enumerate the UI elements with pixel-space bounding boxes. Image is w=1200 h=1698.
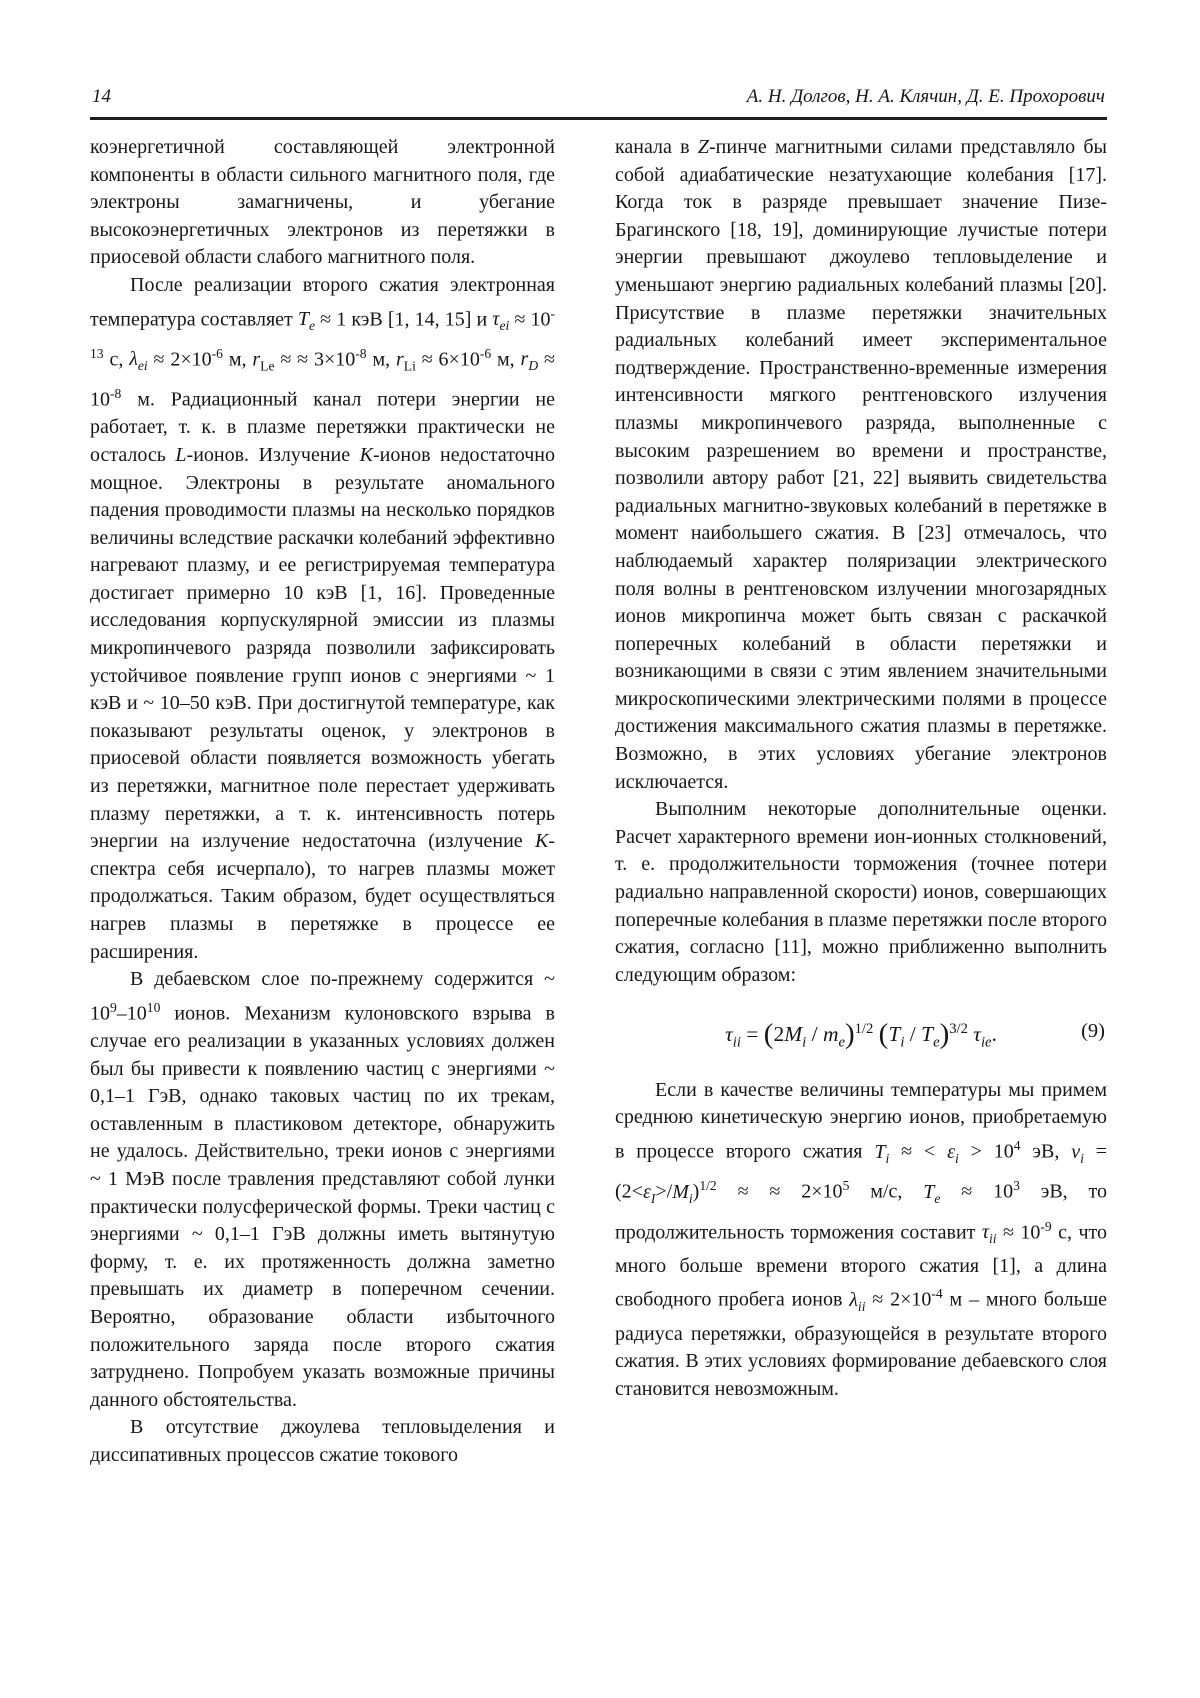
running-head-authors: А. Н. Долгов, Н. А. Клячин, Д. Е. Прохорович [746,86,1105,107]
paragraph: После реализации второго сжатия электронная температура составляет $T_e \approx 1$ кэВ [1, 14, 15] и $\tau_{ei} \approx 10^{-13}$ с, $\lambda_{ei} \approx 2\times 10^{-6}$ м, $r_{Le}$ ≈ ≈ $3\times 10^{-8}$ м, $r_{Li} \approx 6\times 10^{-6}$ м, $r_D \approx 10^{-8}$ м. Радиационный канал потери энергии не работает, т. к. в плазме перетяжки практически не осталось L-ионов. Излучение K-ионов недостаточно мощное. Электроны в результате аномального падения проводимости плазмы на несколько порядков величины вследствие раскачки колебаний эффективно нагревают плазму, и ее регистрируемая температура достигает примерно 10 кэВ [1, 16]. Проведенные исследования корпускулярной эмиссии из плазмы микропинчевого разряда позволили зафиксировать устойчивое появление групп ионов с энергиями ~ 1 кэВ и ~ 10–50 кэВ. При достигнутой температуре, как показывают результаты оценок, у электронов в приосевой области появляется возможность убегать из перетяжки, магнитное поле перестает удерживать плазму перетяжки, а т. к. интенсивность потерь энергии на излучение недостаточна (излучение K-спектра себя исчерпало), то нагрев плазмы может продолжаться. Таким образом, будет осуществляться нагрев плазмы в перетяжке в процессе ее расширения. [90,273,556,963]
two-column-text [90,134,1107,1470]
equation-9 [615,1013,1107,1056]
equation-number: (9) [1081,1020,1105,1043]
paragraph: канала в Z-пинче магнитными силами представляло бы собой адиабатические незатухающие колебания [17]. Когда ток в разряде превышает значение Пизе-Брагинского [18, 19], доминирующие лучистые потери энергии превышают джоулево тепловыделение и уменьшают энергию радиальных колебаний плазмы [20]. Присутствие в плазме перетяжки значительных радиальных колебаний имеет экспериментальное подтверждение. Пространственно-временные измерения интенсивности мягкого рентгеновского излучения плазмы микропинчевого разряда, выполненные с высоким разрешением во времени и пространстве, позволили автору работ [21, 22] выявить свидетельства радиальных магнитно-звуковых колебаний в перетяжке в момент наибольшего сжатия. В [23] отмечалось, что наблюдаемый характер поляризации электрического поля волны в рентгеновском излучении многозарядных ионов микропинча может быть связан с раскачкой поперечных колебаний в области перетяжки и возникающими в связи с этим явлением значительными микроскопическими электрическими полями в процессе достижения максимального сжатия плазмы в перетяжке. Возможно, в этих условиях убегание электронов исключается. [615,136,1107,793]
running-head [90,86,1107,108]
equation-body: $\tau_{ii} = (2M_i / m_e)^{1/2}$ $(T_i / T_e)^{3/2}$ $\tau_{ie}$. [725,1017,997,1050]
left-column [90,134,555,1470]
paragraph: В дебаевском слое по-прежнему содержится ~ $10^9-10^{10}$ ионов. Механизм кулоновского взрыва в случае его реализации в указанных условиях должен был бы привести к появлению частиц с энергиями ~ 0,1–1 ГэВ, однако таковых частиц по их трекам, оставленным в пластиковом детекторе, обнаружить не удалось. Действительно, треки ионов с энергиями ~ 1 МэВ после травления представляют собой лунки практически полусферической формы. Треки частиц с энергиями ~ 0,1–1 ГэВ должны иметь вытянутую форму, т. е. их протяженность должна заметно превышать их диаметр в поперечном сечении. Вероятно, образование области избыточного положительного заряда после второго сжатия затруднено. Попробуем указать возможные причины данного обстоятельства. [90,968,555,1411]
paragraph: В отсутствие джоулева тепловыделения и диссипативных процессов сжатие токового [90,1416,555,1466]
header-rule [90,117,1107,120]
page-number: 14 [92,86,111,107]
right-column [615,134,1107,1470]
paragraph: коэнергетичной составляющей электронной компоненты в области сильного магнитного поля, где электроны замагничены, и убегание высокоэнергетичных электронов из перетяжки в приосевой области слабого магнитного поля. [90,136,555,269]
paragraph: Если в качестве величины температуры мы примем среднюю кинетическую энергию ионов, приобретаемую в процессе второго сжатия $T_i$ ≈ < $\varepsilon_i > 10^4$ эВ, $v_i = (2<\varepsilon_I>/M_i)^{1/2}$ ≈ ≈ $2\times 10^5$ м/с, $T_e \approx 10^3$ эВ, то продолжительность торможения составит $\tau_{ii} \approx 10^{-9}$ с, что много больше времени второго сжатия [1], а длина свободного пробега ионов $\lambda_{ii} \approx 2\times 10^{-4}$ м – много больше радиуса перетяжки, образующейся в результате второго сжатия. В этих условиях формирование дебаевского слоя становится невозможным. [615,1078,1108,1400]
paragraph: Выполним некоторые дополнительные оценки. Расчет характерного времени ион-ионных столкновений, т. е. продолжительности торможения (точнее потери радиально направленной скорости) ионов, совершающих поперечные колебания в плазме перетяжки после второго сжатия, согласно [11], можно приближенно выполнить следующим образом: [615,798,1107,986]
